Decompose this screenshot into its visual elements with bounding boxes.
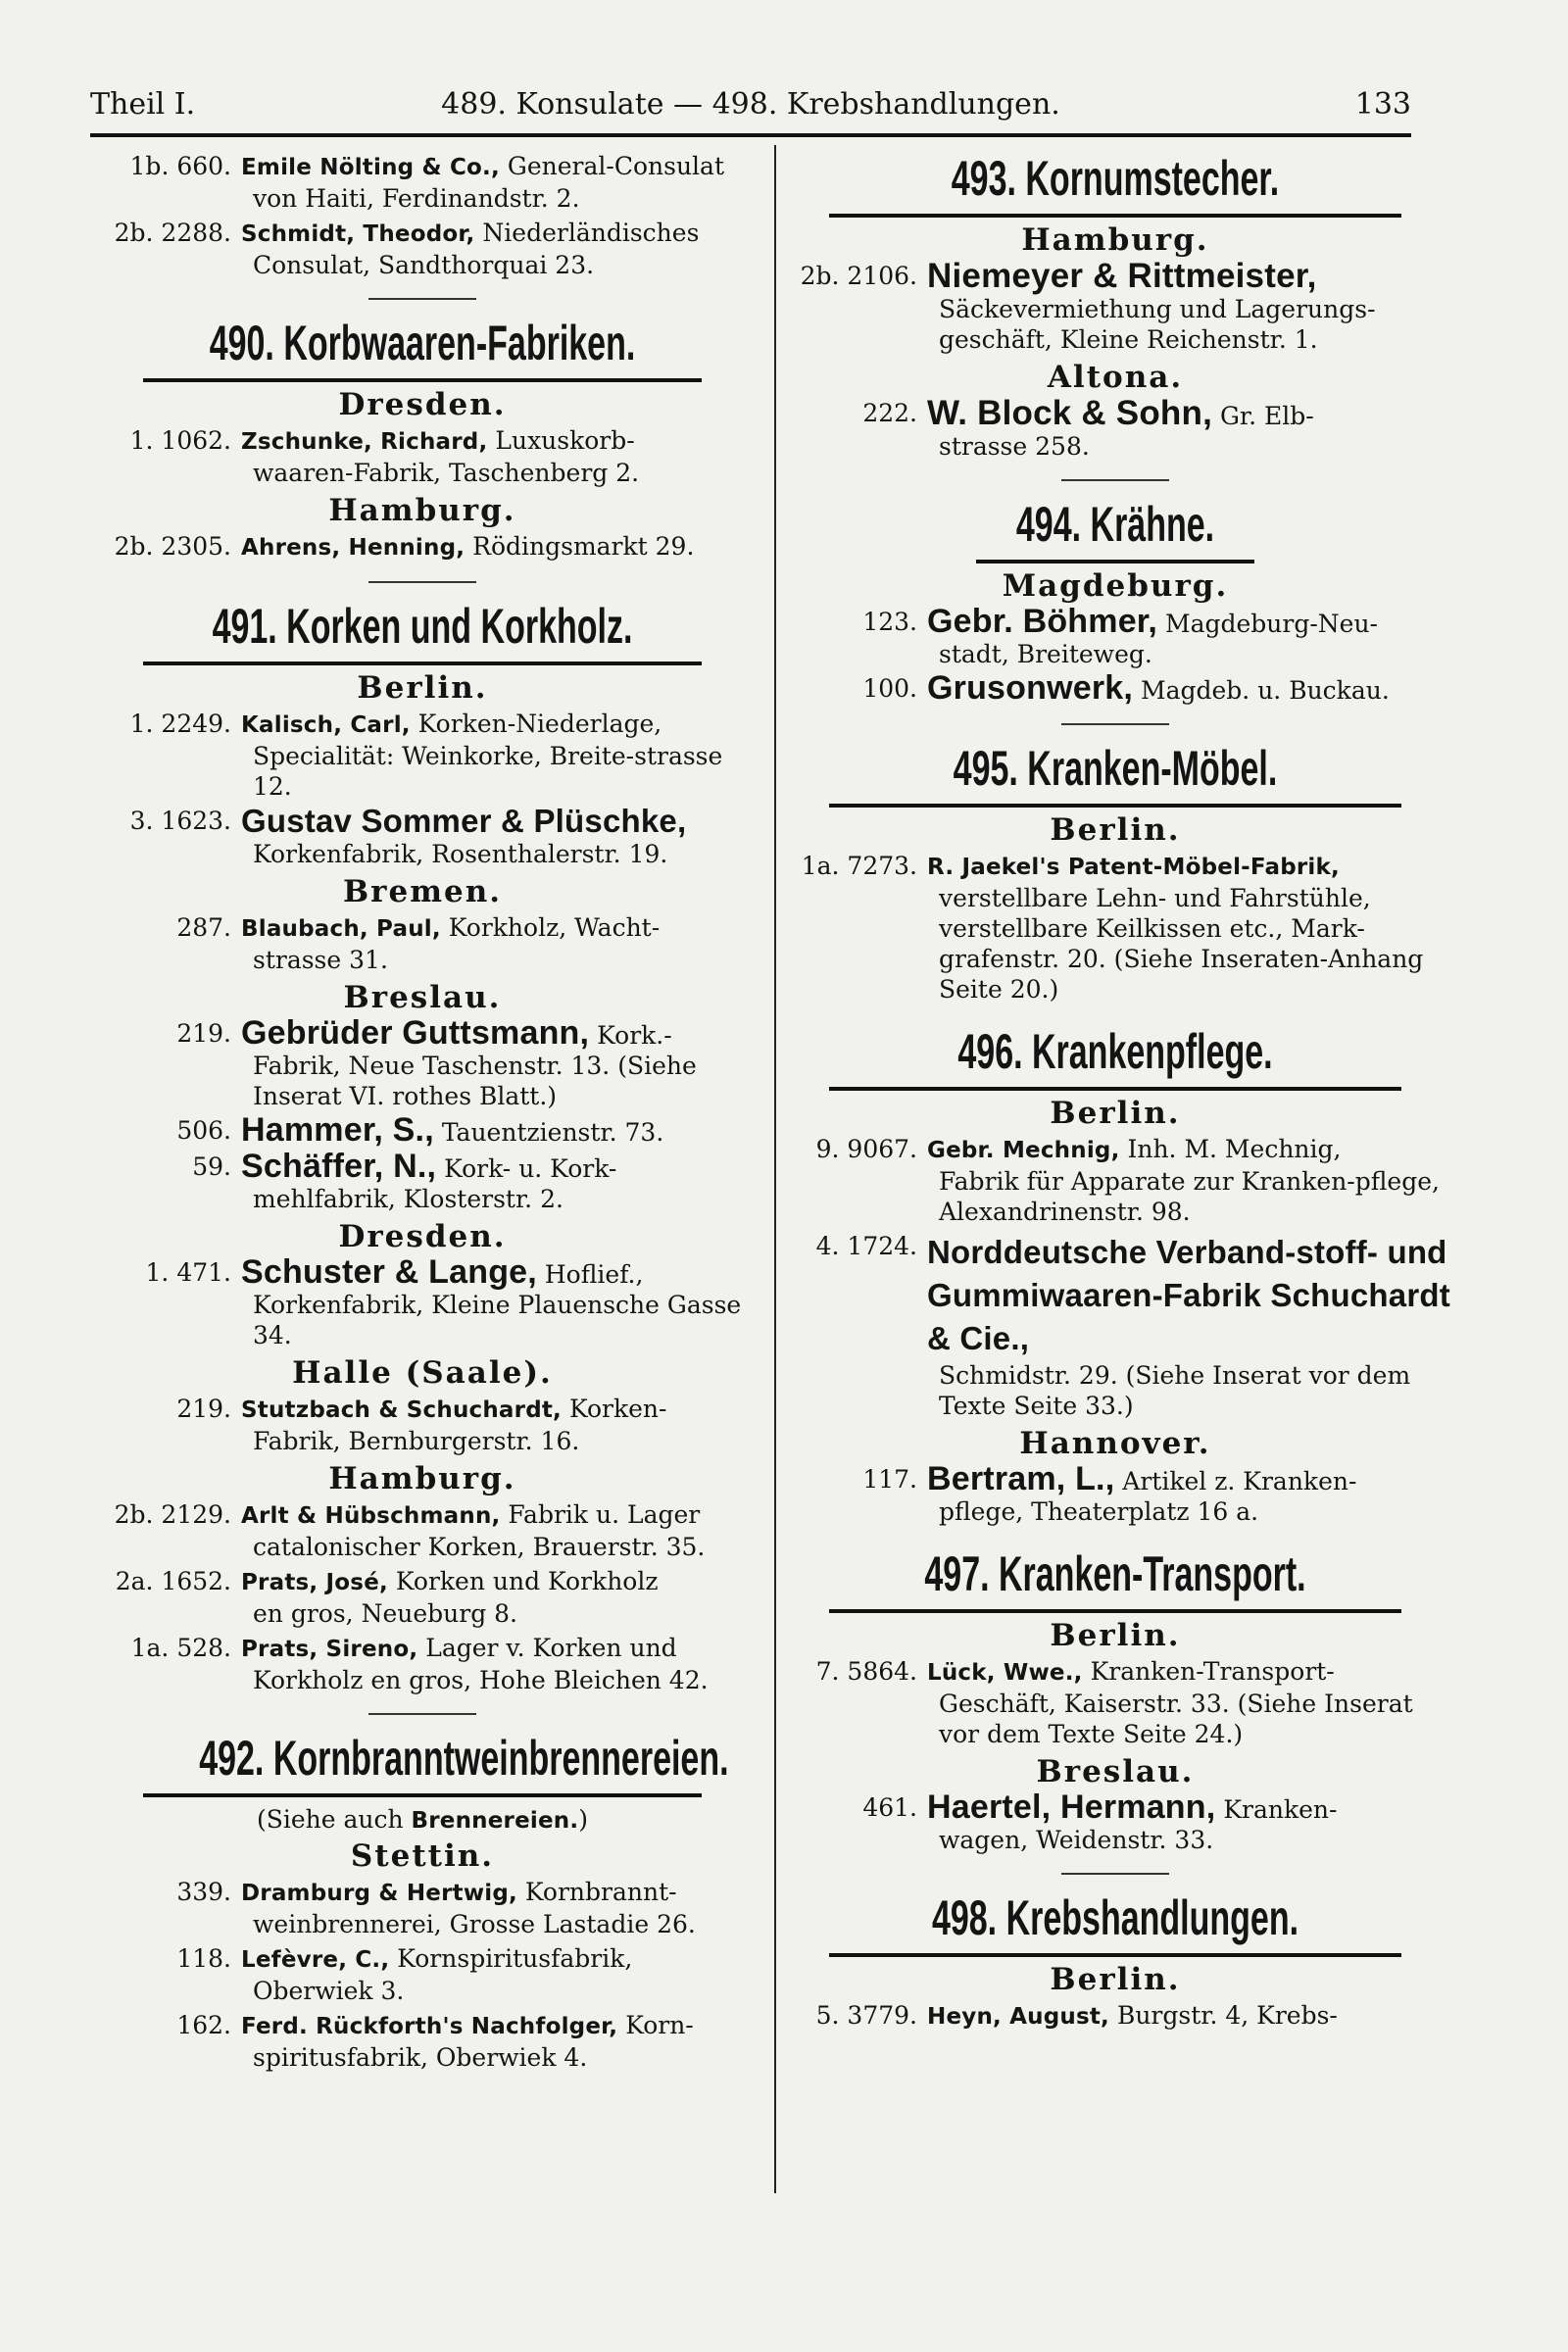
entry-number: 3. 1623. xyxy=(129,807,231,835)
section-title: 495. Kranken-Möbel. xyxy=(953,741,1278,796)
firm-name: Ahrens, Henning, xyxy=(241,535,466,561)
entry-number: 118. xyxy=(176,1944,231,1973)
city-heading: Magdeburg. xyxy=(1002,568,1229,604)
entry-number: 2b. 2305. xyxy=(114,532,231,561)
entry-number: 7. 5864. xyxy=(815,1657,917,1686)
entry-number: 4. 1724. xyxy=(815,1232,917,1260)
page-number: 133 xyxy=(1354,87,1411,122)
city-heading: Stettin. xyxy=(350,1838,495,1874)
section-heading xyxy=(94,1713,751,1797)
city-heading: Breslau. xyxy=(343,980,502,1015)
entry-text: Korken-Niederlage, xyxy=(417,710,662,738)
entry-continuation: pflege, Theaterplatz 16 a. xyxy=(939,1497,1259,1526)
list-item xyxy=(94,709,751,802)
section-heading xyxy=(94,298,751,382)
entry-continuation: en gros, Neueburg 8. xyxy=(253,1599,517,1628)
entry-continuation: strasse 31. xyxy=(253,946,388,974)
list-item xyxy=(94,1111,751,1149)
section-underline xyxy=(143,1793,702,1797)
entry-number: 219. xyxy=(176,1019,231,1048)
section-title: 498. Krebshandlungen. xyxy=(931,1890,1299,1945)
list-item xyxy=(94,1566,751,1629)
list-item xyxy=(94,218,751,280)
section-title: 491. Korken und Korkholz. xyxy=(212,599,633,654)
entry-text: Kranken- xyxy=(1223,1795,1338,1824)
entry-continuation: spiritusfabrik, Oberwiek 4. xyxy=(253,2043,588,2072)
section-underline xyxy=(143,662,702,665)
firm-name: Niemeyer & Rittmeister, xyxy=(927,257,1317,295)
entry-continuation: Geschäft, Kaiserstr. 33. (Siehe Inserat vor dem Texte Seite 24.) xyxy=(939,1690,1413,1748)
entry-text: Magdeb. u. Buckau. xyxy=(1141,676,1390,705)
column-divider xyxy=(774,145,776,2193)
entry-number: 1a. 528. xyxy=(130,1634,231,1662)
firm-name: Blaubach, Paul, xyxy=(241,916,441,942)
city-heading: Berlin. xyxy=(1050,1962,1181,1997)
entry-text: Luxuskorb- xyxy=(495,426,635,455)
list-item xyxy=(94,1148,751,1214)
city-heading: Hamburg. xyxy=(328,1461,516,1496)
section-title: 494. Krähne. xyxy=(1015,497,1215,552)
city-heading: Bremen. xyxy=(342,874,503,909)
entry-continuation: waaren-Fabrik, Taschenberg 2. xyxy=(253,459,640,487)
entry-continuation: Säckevermiethung und Lagerungs-geschäft, Kleine Reichenstr. 1. xyxy=(939,295,1376,354)
entry-continuation: catalonischer Korken, Brauerstr. 35. xyxy=(253,1533,706,1561)
list-item xyxy=(780,1460,1450,1527)
entry-text: General-Consulat xyxy=(507,152,725,180)
entry-number: 162. xyxy=(176,2011,231,2039)
firm-name: Schäffer, N., xyxy=(241,1148,437,1185)
city-heading: Berlin. xyxy=(357,670,488,706)
section-separator xyxy=(368,581,476,583)
section-heading xyxy=(780,1873,1450,1957)
entry-continuation: wagen, Weidenstr. 33. xyxy=(939,1826,1214,1854)
section-underline xyxy=(143,378,702,382)
city-heading: Berlin. xyxy=(1050,1096,1181,1131)
entry-continuation: verstellbare Lehn- und Fahrstühle, verstellbare Keilkissen etc., Mark-grafenstr. 20. (Siehe Inseraten-Anhang Seite 20.) xyxy=(939,884,1424,1004)
entry-text: Hoflief., xyxy=(544,1260,644,1289)
entry-continuation: Oberwiek 3. xyxy=(253,1977,405,2005)
list-item xyxy=(780,394,1450,462)
firm-name: Gebr. Böhmer, xyxy=(927,603,1158,640)
section-heading xyxy=(780,1544,1450,1613)
firm-name: Bertram, L., xyxy=(927,1460,1115,1497)
list-item xyxy=(94,1633,751,1695)
firm-name: Kalisch, Carl, xyxy=(241,712,411,738)
entry-text: Niederländisches xyxy=(482,219,700,247)
firm-name: Emile Nölting & Co., xyxy=(241,155,500,180)
section-title: 490. Korbwaaren-Fabriken. xyxy=(209,316,636,370)
firm-name: Grusonwerk, xyxy=(927,669,1134,707)
section-heading xyxy=(780,1022,1450,1091)
firm-name: Stutzbach & Schuchardt, xyxy=(241,1397,562,1423)
firm-name: Schuster & Lange, xyxy=(241,1253,537,1291)
city-heading: Breslau. xyxy=(1036,1754,1195,1789)
list-item xyxy=(780,603,1450,669)
entry-text: Lager v. Korken und xyxy=(425,1634,677,1662)
city-heading: Dresden. xyxy=(338,1219,507,1254)
entry-number: 9. 9067. xyxy=(815,1135,917,1163)
note-prefix: (Siehe auch xyxy=(256,1805,404,1834)
firm-name: Arlt & Hübschmann, xyxy=(241,1503,501,1529)
entry-continuation: Korkenfabrik, Rosenthalerstr. 19. xyxy=(253,840,668,868)
firm-name: Zschunke, Richard, xyxy=(241,429,488,455)
firm-name: W. Block & Sohn, xyxy=(927,394,1212,432)
entry-text: Burgstr. 4, Krebs- xyxy=(1116,2001,1338,2030)
entry-number: 1. 1062. xyxy=(129,426,231,455)
entry-text: Tauentzienstr. 73. xyxy=(441,1118,664,1147)
entry-text: Korkholz, Wacht- xyxy=(448,913,661,942)
firm-name: Heyn, August, xyxy=(927,2004,1109,2030)
list-item xyxy=(780,1788,1450,1855)
section-underline xyxy=(829,1953,1401,1957)
entry-number: 2b. 2106. xyxy=(800,262,917,290)
list-item xyxy=(94,1499,751,1562)
entry-text: Kork.- xyxy=(597,1021,672,1050)
entry-number: 2b. 2129. xyxy=(114,1500,231,1529)
entry-continuation: von Haiti, Ferdinandstr. 2. xyxy=(253,184,580,213)
list-item xyxy=(94,1014,751,1111)
city-heading: Hannover. xyxy=(1019,1426,1211,1461)
city-heading: Berlin. xyxy=(1050,812,1181,848)
entry-number: 287. xyxy=(176,913,231,942)
entry-text: Kork- u. Kork- xyxy=(444,1154,617,1183)
entry-number: 222. xyxy=(862,399,917,427)
section-separator xyxy=(1061,479,1169,481)
note-reference: Brennereien. xyxy=(411,1808,579,1834)
firm-name: Prats, Sireno, xyxy=(241,1637,418,1662)
section-title: 492. Kornbranntweinbrennereien. xyxy=(199,1731,729,1786)
running-title: 489. Konsulate — 498. Krebshandlungen. xyxy=(441,87,1060,122)
list-item xyxy=(94,151,751,214)
right-column xyxy=(780,149,1450,2036)
note-suffix: ) xyxy=(578,1805,589,1834)
entry-continuation: Fabrik für Apparate zur Kranken-pflege, Alexandrinenstr. 98. xyxy=(939,1167,1440,1226)
firm-name: Dramburg & Hertwig, xyxy=(241,1881,517,1906)
entry-continuation: Fabrik, Neue Taschenstr. 13. (Siehe Inserat VI. rothes Blatt.) xyxy=(253,1052,697,1110)
list-item xyxy=(780,1656,1450,1749)
entry-number: 461. xyxy=(862,1793,917,1822)
entry-continuation: Fabrik, Bernburgerstr. 16. xyxy=(253,1427,580,1455)
section-separator xyxy=(368,298,476,300)
list-item xyxy=(94,912,751,975)
entry-text: Magdeburg-Neu- xyxy=(1164,610,1378,638)
list-item xyxy=(94,1943,751,2006)
list-item xyxy=(94,2010,751,2073)
entry-continuation: stadt, Breiteweg. xyxy=(939,640,1152,668)
entry-number: 123. xyxy=(862,608,917,636)
entry-text: Korken und Korkholz xyxy=(395,1567,659,1595)
firm-name: Prats, José, xyxy=(241,1570,388,1595)
section-underline xyxy=(829,214,1401,218)
entry-continuation: weinbrennerei, Grosse Lastadie 26. xyxy=(253,1910,696,1938)
entry-text: Gr. Elb- xyxy=(1219,402,1314,430)
firm-name: Ferd. Rückforth's Nachfolger, xyxy=(241,2014,618,2039)
list-item xyxy=(780,1134,1450,1227)
firm-name: Schmidt, Theodor, xyxy=(241,221,475,247)
entry-number: 117. xyxy=(862,1465,917,1494)
firm-name: R. Jaekel's Patent-Möbel-Fabrik, xyxy=(927,855,1340,880)
city-heading: Hamburg. xyxy=(1021,222,1209,258)
city-heading: Hamburg. xyxy=(328,493,516,528)
list-item xyxy=(780,2000,1450,2033)
city-heading: Halle (Saale). xyxy=(292,1355,553,1391)
city-heading: Dresden. xyxy=(338,387,507,422)
section-underline xyxy=(829,1609,1401,1613)
section-title: 497. Kranken-Transport. xyxy=(924,1546,1306,1601)
list-item xyxy=(780,851,1450,1004)
entry-number: 5. 3779. xyxy=(815,2001,917,2030)
section-heading xyxy=(780,723,1450,808)
entry-continuation: Consulat, Sandthorquai 23. xyxy=(253,251,595,279)
list-item xyxy=(94,1394,751,1456)
entry-text: Korn- xyxy=(625,2011,694,2039)
firm-name: Gebrüder Guttsmann, xyxy=(241,1014,590,1052)
firm-name: Gustav Sommer & Plüschke, xyxy=(241,803,687,839)
firm-name: Haertel, Hermann, xyxy=(927,1788,1216,1826)
header-rule xyxy=(90,133,1411,137)
list-item xyxy=(94,531,751,564)
firm-name: Norddeutsche Verband-stoff- und Gummiwaaren-Fabrik Schuchardt & Cie., xyxy=(927,1234,1450,1356)
entry-continuation: Korkholz en gros, Hohe Bleichen 42. xyxy=(253,1666,709,1694)
entry-text: Inh. M. Mechnig, xyxy=(1127,1135,1342,1163)
entry-number: 219. xyxy=(176,1395,231,1423)
list-item xyxy=(780,257,1450,355)
entry-number: 1. 471. xyxy=(145,1258,231,1287)
city-heading: Altona. xyxy=(1047,360,1184,395)
section-title: 496. Krankenpflege. xyxy=(957,1024,1273,1079)
entry-continuation: Schmidstr. 29. (Siehe Inserat vor dem Texte Seite 33.) xyxy=(939,1361,1411,1420)
firm-name: Lück, Wwe., xyxy=(927,1660,1083,1686)
list-item xyxy=(94,1877,751,1939)
section-title: 493. Kornumstecher. xyxy=(951,151,1280,206)
entry-continuation: mehlfabrik, Klosterstr. 2. xyxy=(253,1185,564,1213)
list-item xyxy=(780,1231,1450,1421)
section-underline xyxy=(829,1087,1401,1091)
entry-text: Kornbrannt- xyxy=(524,1878,677,1906)
entry-number: 2b. 2288. xyxy=(114,219,231,247)
entry-number: 1. 2249. xyxy=(129,710,231,738)
section-heading xyxy=(94,581,751,665)
entry-continuation: strasse 258. xyxy=(939,432,1090,461)
firm-name: Lefèvre, C., xyxy=(241,1947,390,1973)
section-heading xyxy=(780,149,1450,218)
section-separator xyxy=(368,1713,476,1715)
cross-reference-note xyxy=(94,1803,751,1838)
entry-number: 2a. 1652. xyxy=(115,1567,231,1595)
list-item xyxy=(94,803,751,869)
entry-number: 339. xyxy=(176,1878,231,1906)
entry-number: 1a. 7273. xyxy=(801,852,917,880)
entry-text: Kornspiritusfabrik, xyxy=(397,1944,633,1973)
entry-number: 100. xyxy=(862,674,917,703)
firm-name: Hammer, S., xyxy=(241,1111,434,1149)
list-item xyxy=(94,425,751,488)
section-heading xyxy=(780,479,1450,564)
entry-number: 1b. 660. xyxy=(129,152,231,180)
section-underline xyxy=(976,560,1254,564)
list-item xyxy=(94,1253,751,1350)
entry-text: Kranken-Transport- xyxy=(1090,1657,1335,1686)
entry-continuation: Korkenfabrik, Kleine Plauensche Gasse 34. xyxy=(253,1291,742,1349)
section-separator xyxy=(1061,723,1169,725)
firm-name: Gebr. Mechnig, xyxy=(927,1138,1120,1163)
list-item xyxy=(780,669,1450,707)
entry-text: Korken- xyxy=(568,1395,667,1423)
entry-text: Fabrik u. Lager xyxy=(508,1500,701,1529)
section-underline xyxy=(829,804,1401,808)
page-header xyxy=(90,80,1411,129)
entry-text: Rödingsmarkt 29. xyxy=(472,532,695,561)
city-heading: Berlin. xyxy=(1050,1618,1181,1653)
entry-number: 59. xyxy=(192,1152,231,1181)
section-separator xyxy=(1061,1873,1169,1875)
entry-text: Artikel z. Kranken- xyxy=(1122,1467,1357,1495)
left-column xyxy=(94,149,751,2077)
entry-continuation: Specialität: Weinkorke, Breite-strasse 12. xyxy=(253,742,723,801)
volume-label: Theil I. xyxy=(90,87,196,122)
entry-number: 506. xyxy=(176,1116,231,1145)
